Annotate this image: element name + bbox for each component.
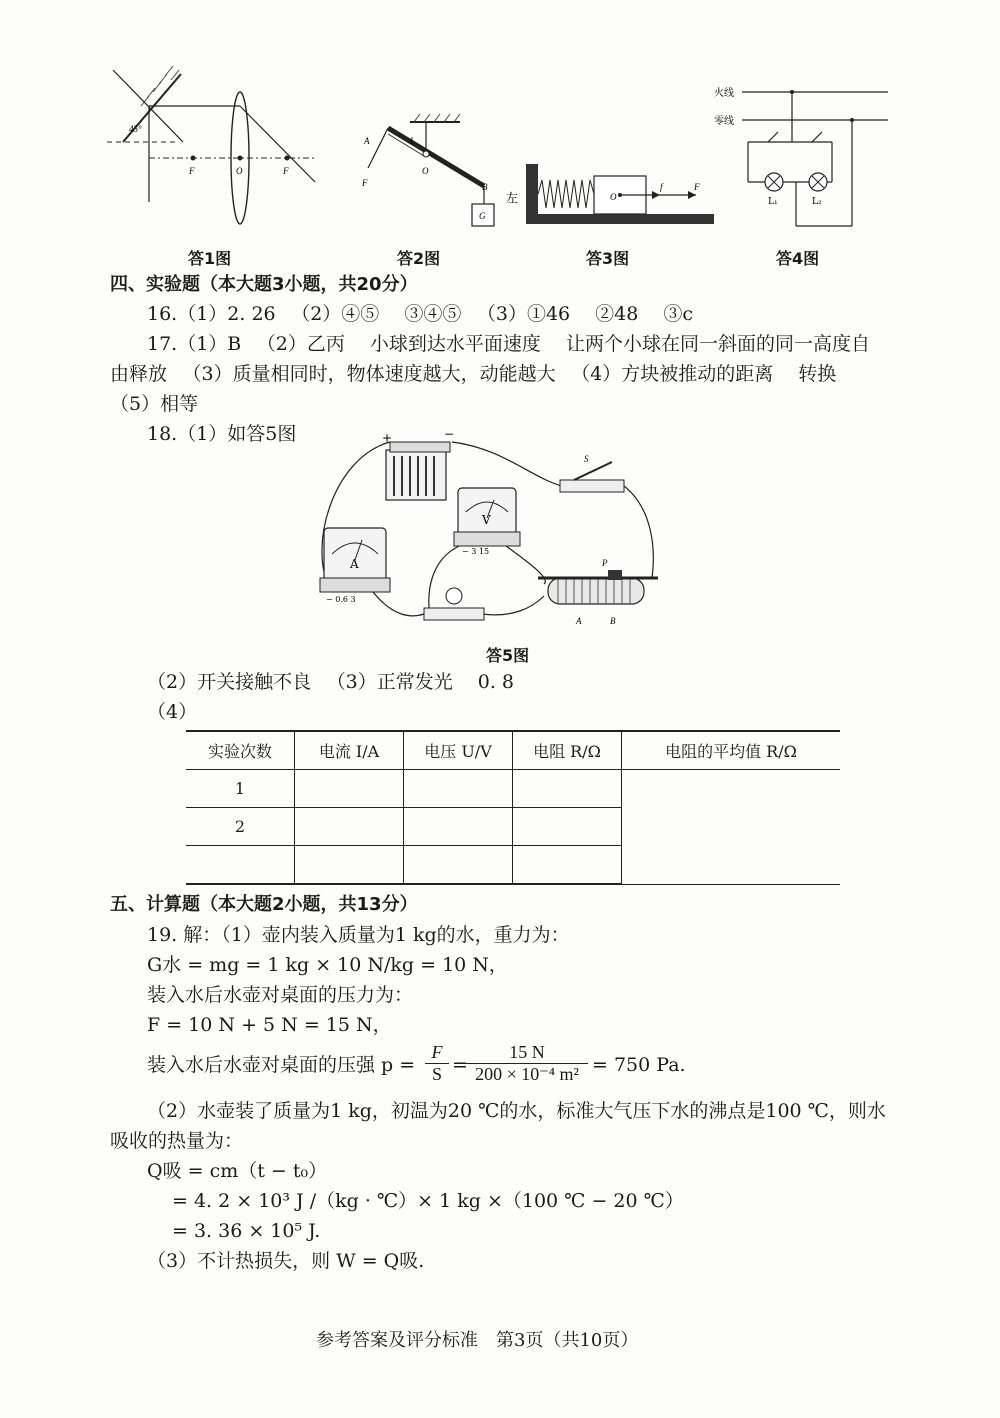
fig5-voltmeter-label: V (482, 513, 491, 527)
answer-19-line-3: 装入水后水壶对桌面的压力为： (147, 984, 414, 1006)
answer-19-line-9: = 4. 2 × 10³ J /（kg · ℃）× 1 kg ×（100 ℃ − 20 ℃） (172, 1190, 684, 1212)
answer-19-pressure-result: = 750 Pa. (592, 1054, 686, 1076)
header-current: 电流 I/A (295, 731, 404, 770)
answer-17-line-3: （5）相等 (110, 393, 199, 415)
header-average-resistance: 电阻的平均值 R/Ω (622, 731, 841, 770)
table-cell-average (622, 770, 841, 885)
pressure-fraction-1 (425, 1042, 449, 1085)
fig4-lamp-l1: L₁ (768, 197, 778, 207)
figure-4-caption: 答4图 (776, 249, 820, 268)
table-cell (404, 808, 513, 846)
fig5-switch-label: S (584, 454, 589, 464)
equals-sign: = (452, 1054, 468, 1076)
answer-19-line-1: 19. 解：（1）壶内装入质量为1 kg的水，重力为： (147, 924, 570, 946)
table-cell (404, 770, 513, 808)
answer-19-line-2: G水 = mg = 1 kg × 10 N/kg = 10 N， (147, 954, 508, 976)
fraction-1-denominator: S (425, 1063, 449, 1085)
answer-17-line-1: 17.（1）B （2）乙丙 小球到达水平面速度 让两个小球在同一斜面的同一高度自 (147, 333, 870, 355)
table-row (186, 770, 840, 808)
fig5-battery-minus: − (444, 428, 455, 441)
answer-19-pressure-prefix: 装入水后水壶对桌面的压强 p = (147, 1054, 416, 1076)
section-5-title: 五、计算题（本大题2小题，共13分） (110, 894, 418, 915)
table-cell (295, 770, 404, 808)
answer-19-line-7: 吸收的热量为： (110, 1130, 244, 1152)
fig4-live-wire-label: 火线 (714, 88, 734, 99)
table-cell (513, 770, 622, 808)
fig2-label-b: B (482, 182, 488, 192)
fig2-label-o: O (422, 166, 429, 176)
fig3-label-o: O (610, 192, 617, 202)
answer-19-line-6: （2）水壶装了质量为1 kg，初温为20 ℃的水，标准大气压下水的沸点是100 ℃，则水 (147, 1100, 886, 1122)
answer-16: 16.（1）2. 26 （2）④⑤ ③④⑤ （3）①46 ②48 ③c (147, 303, 694, 325)
figure-4-circuit-diagram (712, 80, 892, 240)
answer-18-line-1: 18.（1）如答5图 (147, 423, 297, 445)
answer-17-line-2: 由释放 （3）质量相同时，物体速度越大，动能越大 （4）方块被推动的距离 转换 (110, 363, 837, 385)
answer-18-line-3: （4） (147, 701, 198, 723)
table-cell (513, 846, 622, 885)
header-resistance: 电阻 R/Ω (513, 731, 622, 770)
answer-19-line-8: Q吸 = cm（t − t₀） (147, 1160, 328, 1182)
fig4-neutral-wire-label: 零线 (714, 116, 734, 127)
fraction-1-numerator: F (431, 1042, 443, 1062)
fig5-ammeter-label: A (350, 557, 359, 571)
fig5-battery-plus: + (382, 431, 393, 445)
figure-5-circuit-apparatus (312, 428, 672, 634)
header-voltage: 电压 U/V (404, 731, 513, 770)
fraction-2-denominator: 200 × 10⁻⁴ m² (466, 1063, 588, 1085)
fig5-ammeter-scale: − 0.6 3 (326, 595, 356, 604)
fig2-label-g: G (479, 211, 486, 221)
fig5-terminal-a: A (576, 616, 582, 626)
table-cell (404, 846, 513, 885)
fig2-label-a: A (364, 136, 370, 146)
fig3-label-f: F (694, 182, 700, 192)
table-cell (295, 808, 404, 846)
section-4-title: 四、实验题（本大题3小题，共20分） (110, 274, 418, 295)
figure-3-caption: 答3图 (586, 249, 630, 268)
figure-2-lever-diagram (348, 108, 498, 233)
fig2-label-l: L (410, 136, 416, 146)
answer-18-line-2: （2）开关接触不良 （3）正常发光 0. 8 (147, 671, 515, 693)
figure-3-spring-diagram (500, 160, 715, 230)
figure-5-caption: 答5图 (486, 646, 530, 665)
answer-19-line-10: = 3. 36 × 10⁵ J. (172, 1220, 321, 1242)
fig2-label-f: F (362, 178, 368, 188)
table-cell (295, 846, 404, 885)
pressure-fraction-2 (466, 1042, 588, 1085)
fig1-focus-right: F (283, 166, 289, 176)
figure-1-lens-diagram (105, 62, 325, 238)
table-cell: 2 (186, 808, 295, 846)
figure-2-caption: 答2图 (397, 249, 441, 268)
answer-19-line-4: F = 10 N + 5 N = 15 N， (147, 1014, 392, 1036)
fraction-2-numerator: 15 N (509, 1042, 545, 1062)
table-cell: 1 (186, 770, 295, 808)
figure-1-caption: 答1图 (188, 249, 232, 268)
fig4-lamp-l2: L₂ (812, 197, 822, 207)
fig1-optical-center: O (236, 166, 243, 176)
table-header-row (186, 731, 840, 770)
fig1-angle-label: 45° (129, 124, 142, 134)
fig5-voltmeter-scale: − 3 15 (462, 547, 490, 556)
table-cell (186, 846, 295, 885)
fig3-label-f-small: f (660, 182, 663, 192)
fig5-terminal-b: B (610, 616, 616, 626)
fig3-left-label: 左 (506, 191, 519, 205)
page-footer: 参考答案及评分标准 第3页（共10页） (316, 1330, 639, 1351)
answer-19-line-11: （3）不计热损失，则 W = Q吸. (147, 1250, 425, 1272)
header-trial: 实验次数 (186, 731, 295, 770)
experiment-table (186, 730, 840, 885)
fig1-focus-left: F (189, 166, 195, 176)
table-cell (513, 808, 622, 846)
fig5-slider-label: P (602, 558, 608, 568)
